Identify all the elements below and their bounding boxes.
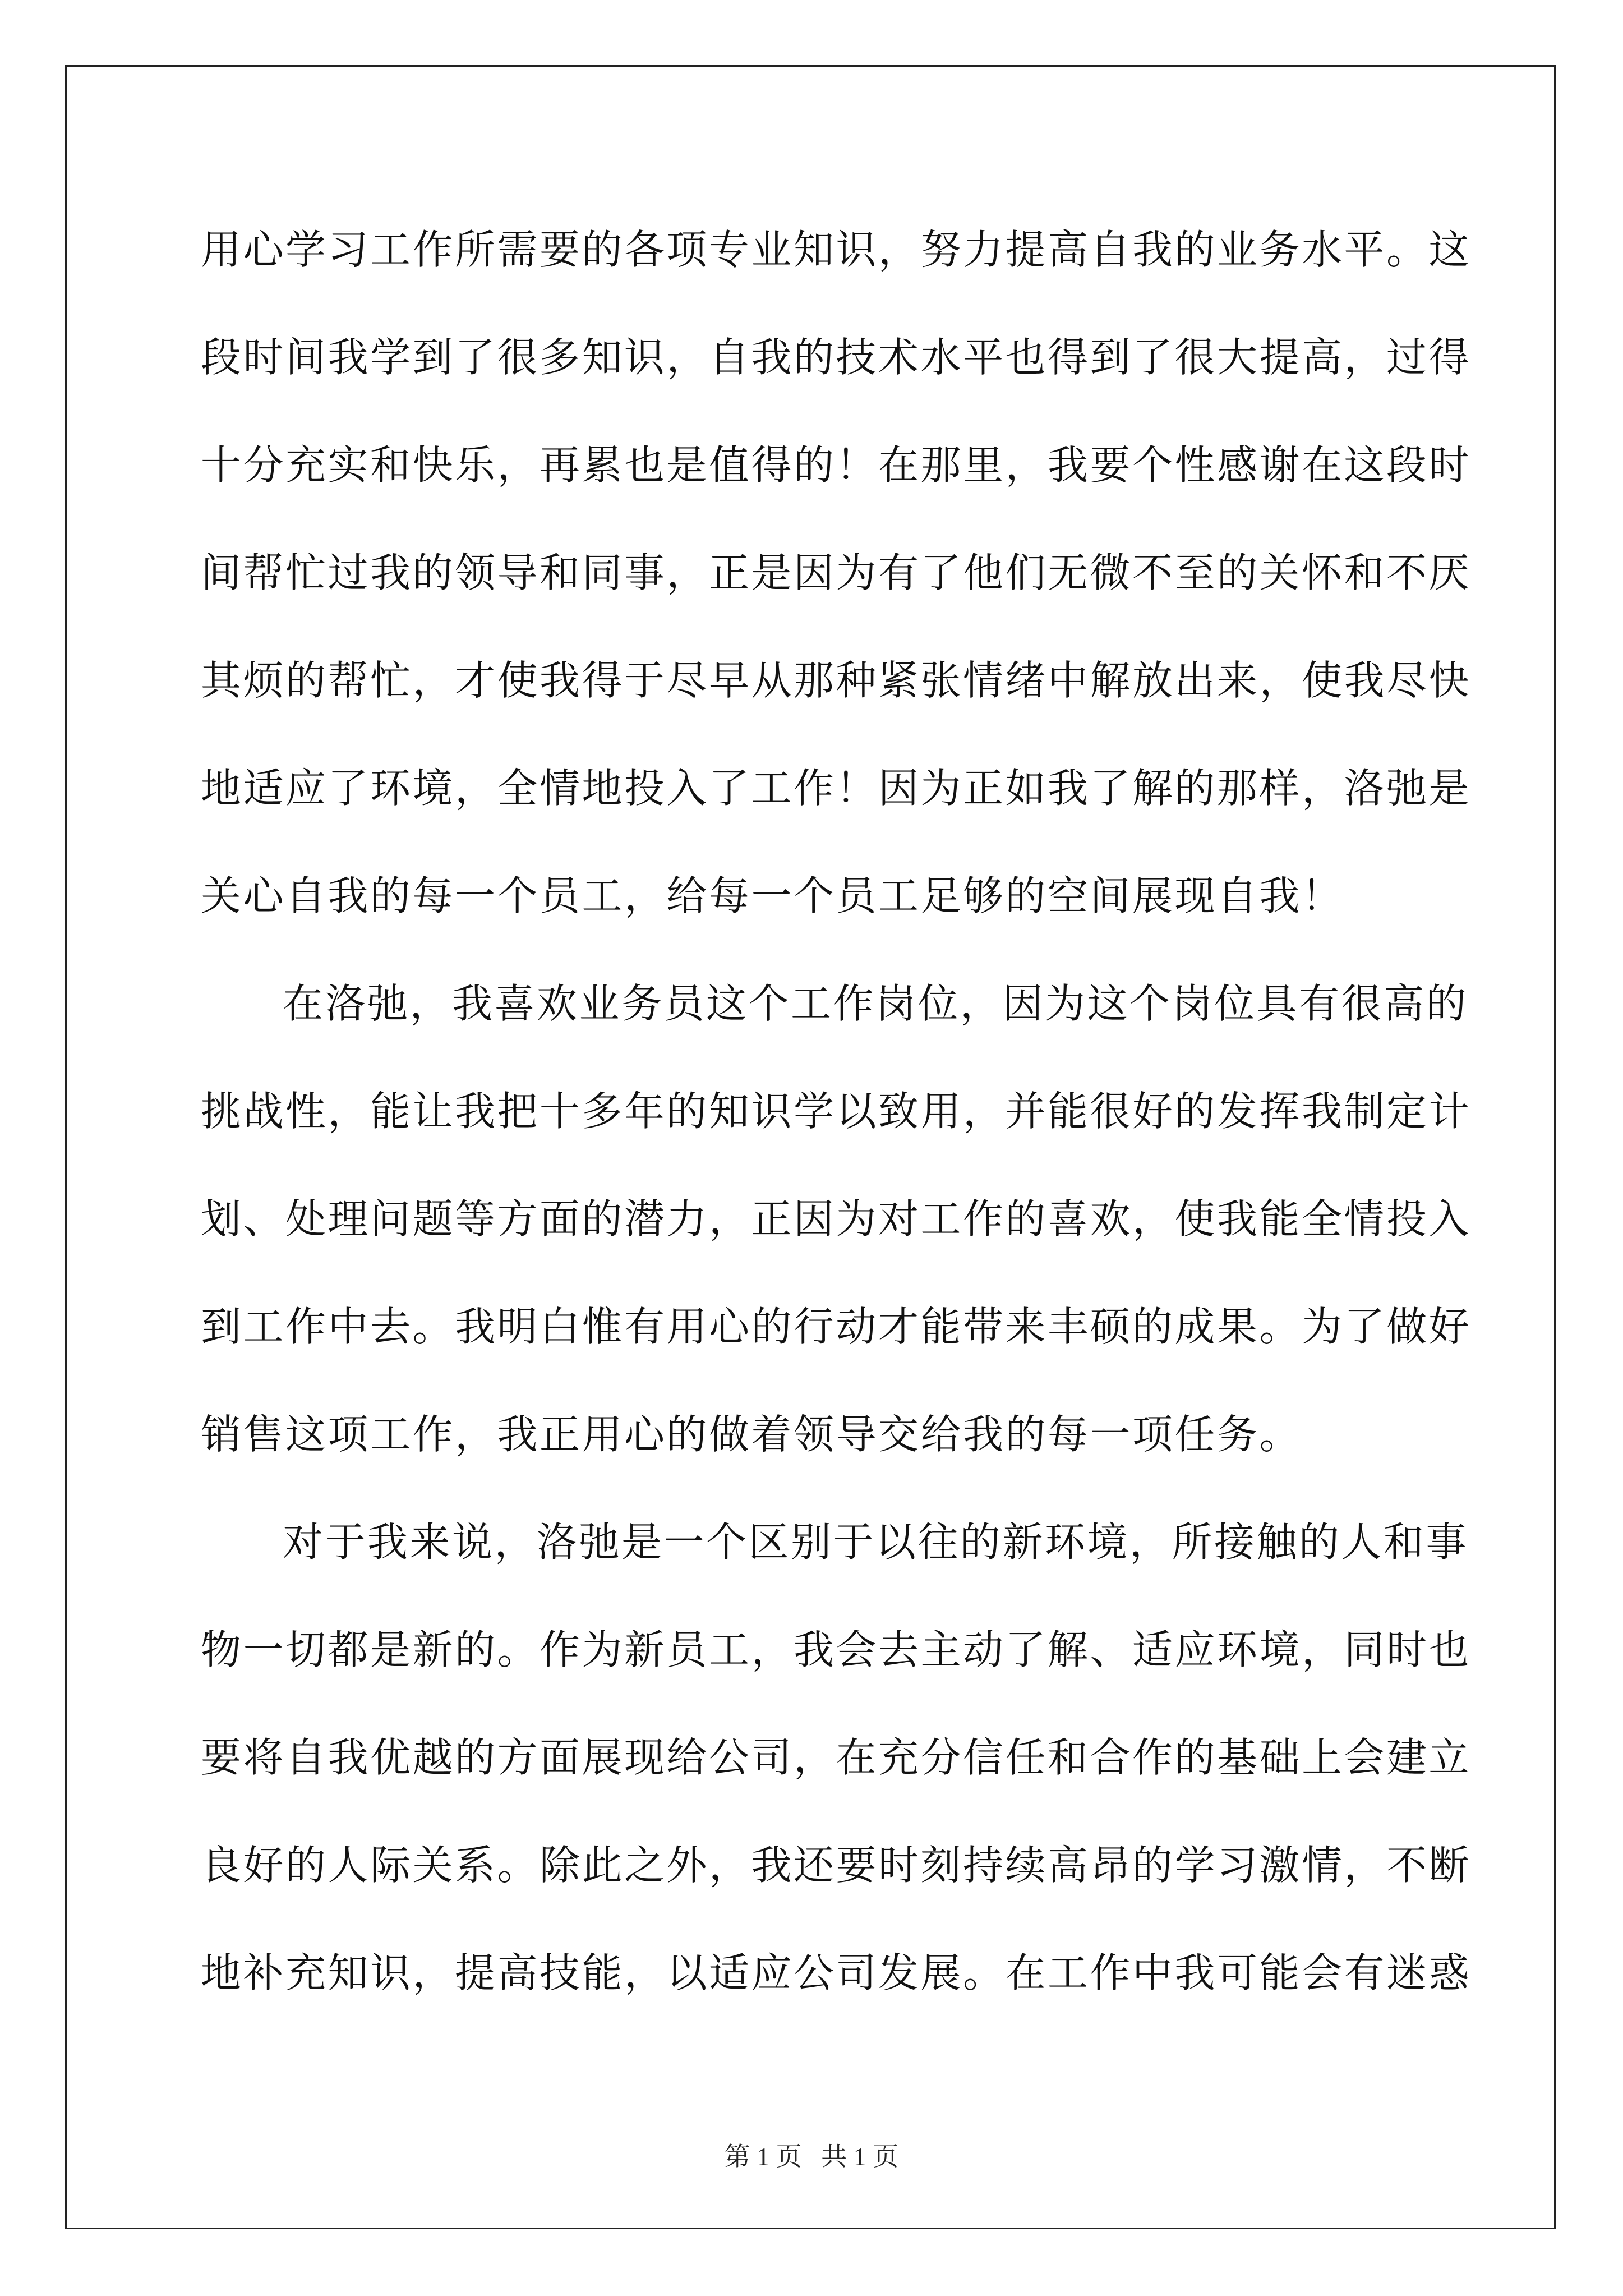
text-line: 销售这项工作，我正用心的做着领导交给我的每一项任务。 — [201, 1411, 1302, 1458]
page-number-footer: 第 1 页 共 1 页 — [724, 2142, 899, 2171]
text-line: 物一切都是新的。作为新员工，我会去主动了解、适应环境，同时也 — [201, 1626, 1472, 1673]
document-body — [201, 219, 1472, 2050]
text-line: 良好的人际关系。除此之外，我还要时刻持续高昂的学习激情，不断 — [201, 1842, 1472, 1889]
text-line: 要将自我优越的方面展现给公司，在充分信任和合作的基础上会建立 — [201, 1734, 1472, 1781]
text-line: 关心自我的每一个员工，给每一个员工足够的空间展现自我！ — [201, 872, 1344, 919]
text-line: 对于我来说，洛弛是一个区别于以往的新环境，所接触的人和事 — [283, 1519, 1469, 1566]
text-line: 十分充实和快乐，再累也是值得的！在那里，我要个性感谢在这段时 — [201, 441, 1472, 489]
text-line: 地补充知识，提高技能，以适应公司发展。在工作中我可能会有迷惑 — [201, 1949, 1472, 1996]
text-line: 用心学习工作所需要的各项专业知识，努力提高自我的业务水平。这 — [201, 226, 1472, 273]
text-line: 地适应了环境，全情地投入了工作！因为正如我了解的那样，洛弛是 — [201, 765, 1472, 812]
text-line: 到工作中去。我明白惟有用心的行动才能带来丰硕的成果。为了做好 — [201, 1303, 1472, 1350]
text-line: 在洛弛，我喜欢业务员这个工作岗位，因为这个岗位具有很高的 — [283, 980, 1469, 1027]
text-line: 其烦的帮忙，才使我得于尽早从那种紧张情绪中解放出来，使我尽快 — [201, 657, 1472, 704]
text-line: 间帮忙过我的领导和同事，正是因为有了他们无微不至的关怀和不厌 — [201, 549, 1472, 596]
text-line: 段时间我学到了很多知识，自我的技术水平也得到了很大提高，过得 — [201, 334, 1472, 381]
text-line: 划、处理问题等方面的潜力，正因为对工作的喜欢，使我能全情投入 — [201, 1195, 1472, 1243]
text-line: 挑战性，能让我把十多年的知识学以致用，并能很好的发挥我制定计 — [201, 1088, 1472, 1135]
